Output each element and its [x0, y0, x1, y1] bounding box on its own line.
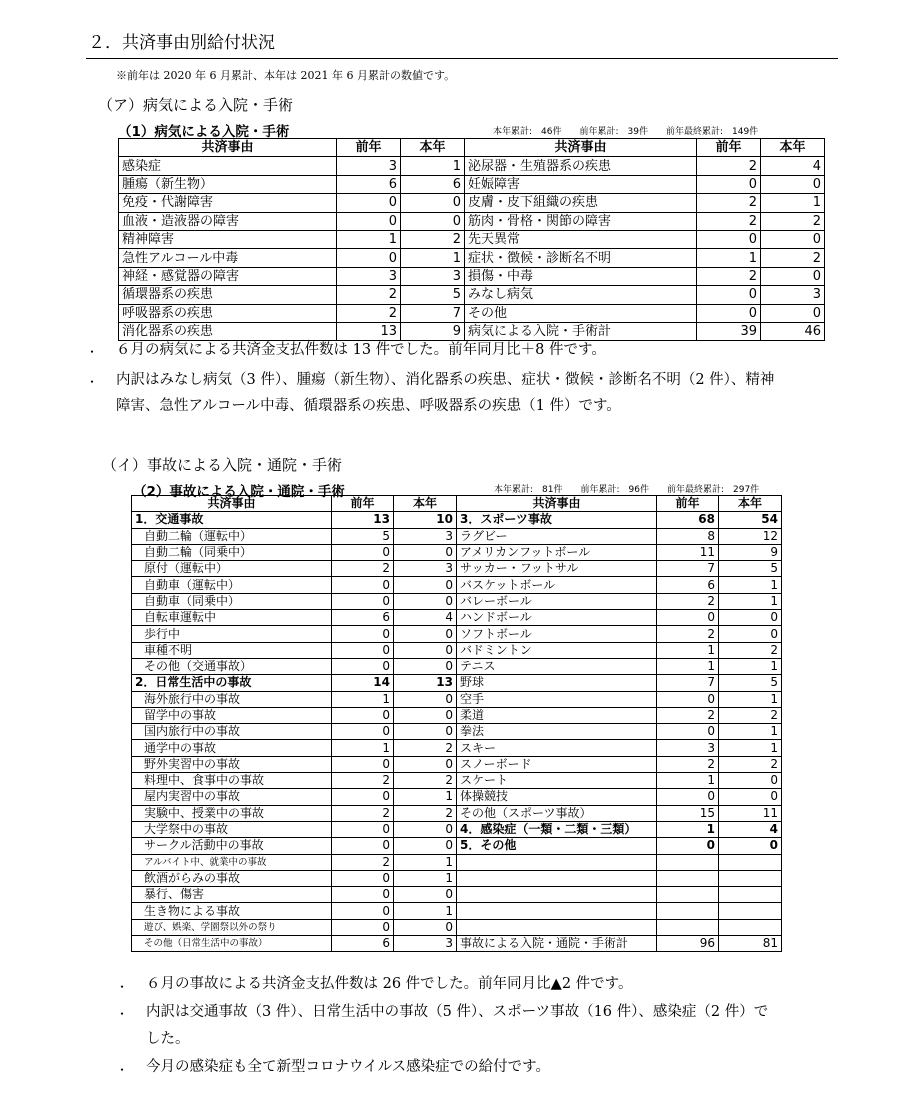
count-cell: 13 — [332, 512, 394, 528]
count-cell: 1 — [697, 249, 761, 267]
accident-breakdown-line1: 内訳は交通事故（3 件）、日常生活中の事故（5 件）、スポーツ事故（16 件）、感染症（2 件）で — [146, 1004, 769, 1020]
reason-cell: その他（日常生活中の事故） — [132, 936, 332, 952]
table-row — [132, 512, 782, 528]
count-cell: 0 — [401, 212, 465, 230]
count-cell — [719, 870, 782, 886]
count-cell — [719, 887, 782, 903]
count-cell: 0 — [332, 789, 394, 805]
reason-cell: その他 — [465, 304, 697, 322]
count-cell: 0 — [761, 304, 825, 322]
reason-cell: 飲酒がらみの事故 — [132, 870, 332, 886]
count-cell: 0 — [332, 593, 394, 609]
accident-breakdown-line2: した。 — [146, 1031, 190, 1047]
count-cell: 2 — [332, 561, 394, 577]
column-header: 前年 — [337, 139, 401, 157]
count-cell: 1 — [761, 194, 825, 212]
count-cell: 0 — [719, 789, 782, 805]
count-cell: 0 — [401, 194, 465, 212]
count-cell: 1 — [401, 249, 465, 267]
table-row — [119, 230, 825, 248]
reason-cell: 精神障害 — [119, 230, 337, 248]
count-cell: 4 — [719, 821, 782, 837]
illness-breakdown-line1: 内訳はみなし病気（3 件）、腫瘍（新生物）、消化器系の疾患、症状・徴候・診断名不明（2 件）、精神 — [116, 372, 775, 388]
count-cell: 1 — [332, 691, 394, 707]
count-cell: 0 — [697, 175, 761, 193]
reason-cell: 歩行中 — [132, 626, 332, 642]
reason-cell: その他（交通事故） — [132, 658, 332, 674]
reason-cell — [457, 854, 657, 870]
column-header: 本年 — [761, 139, 825, 157]
count-cell: 68 — [657, 512, 719, 528]
count-cell: 1 — [394, 870, 457, 886]
bullet-mark: ・ — [116, 1063, 129, 1077]
table-row — [132, 707, 782, 723]
table-row — [132, 838, 782, 854]
table-row — [132, 610, 782, 626]
count-cell: 2 — [697, 267, 761, 285]
count-cell: 0 — [332, 919, 394, 935]
table-row — [132, 789, 782, 805]
count-cell: 2 — [719, 642, 782, 658]
table-row — [132, 919, 782, 935]
reason-cell: 1．交通事故 — [132, 512, 332, 528]
count-cell: 1 — [719, 724, 782, 740]
table-row — [132, 544, 782, 560]
count-cell: 5 — [719, 675, 782, 691]
count-cell: 0 — [394, 691, 457, 707]
count-cell — [719, 854, 782, 870]
reason-cell: 海外旅行中の事故 — [132, 691, 332, 707]
count-cell: 0 — [394, 919, 457, 935]
section-title: ２．共済事由別給付状況 — [88, 33, 275, 53]
reason-cell: 料理中、食事中の事故 — [132, 773, 332, 789]
bullet-mark: ・ — [116, 1007, 129, 1021]
count-cell — [657, 919, 719, 935]
count-cell: 0 — [332, 577, 394, 593]
table-row — [119, 212, 825, 230]
reason-cell: 先天異常 — [465, 230, 697, 248]
count-cell: 0 — [332, 887, 394, 903]
count-cell: 0 — [657, 838, 719, 854]
reason-cell: 遊び、娯楽、学園祭以外の祭り — [132, 919, 332, 935]
reason-cell: みなし病気 — [465, 286, 697, 304]
count-cell: 1 — [332, 740, 394, 756]
section-divider — [86, 58, 838, 59]
table-row — [132, 740, 782, 756]
count-cell: 0 — [332, 658, 394, 674]
reason-cell: 病気による入院・手術計 — [465, 322, 697, 340]
reason-cell: 呼吸器系の疾患 — [119, 304, 337, 322]
count-cell: 4 — [761, 157, 825, 175]
count-cell — [719, 903, 782, 919]
reason-cell: ソフトボール — [457, 626, 657, 642]
reason-cell: 体操競技 — [457, 789, 657, 805]
count-cell: 0 — [332, 642, 394, 658]
reason-cell: 神経・感覚器の障害 — [119, 267, 337, 285]
count-cell: 1 — [719, 593, 782, 609]
count-cell: 0 — [657, 724, 719, 740]
reason-cell: 野球 — [457, 675, 657, 691]
table-header-row — [119, 139, 825, 157]
count-cell: 0 — [719, 838, 782, 854]
table-row — [119, 249, 825, 267]
count-cell: 11 — [719, 805, 782, 821]
count-cell: 1 — [657, 821, 719, 837]
reason-cell: その他（スポーツ事故） — [457, 805, 657, 821]
count-cell: 1 — [394, 854, 457, 870]
count-cell: 0 — [394, 626, 457, 642]
count-cell: 0 — [332, 821, 394, 837]
count-cell: 1 — [719, 691, 782, 707]
count-cell: 0 — [332, 870, 394, 886]
reason-cell: 実験中、授業中の事故 — [132, 805, 332, 821]
table-row — [132, 724, 782, 740]
illness-breakdown-line2: 障害、急性アルコール中毒、循環器系の疾患、呼吸器系の疾患（1 件）です。 — [116, 398, 621, 414]
count-cell: 1 — [657, 642, 719, 658]
count-cell: 2 — [719, 756, 782, 772]
table-row — [119, 194, 825, 212]
reason-cell: 自動車（同乗中） — [132, 593, 332, 609]
count-cell: 0 — [657, 789, 719, 805]
section-a-heading: （ア）病気による入院・手術 — [98, 96, 294, 114]
reason-cell: サークル活動中の事故 — [132, 838, 332, 854]
count-cell: 7 — [657, 675, 719, 691]
count-cell: 2 — [332, 805, 394, 821]
reason-cell — [457, 870, 657, 886]
reason-cell: 損傷・中毒 — [465, 267, 697, 285]
table1-title: （1）病気による入院・手術 — [118, 124, 290, 140]
count-cell: 0 — [337, 249, 401, 267]
reason-cell: 4．感染症（一類・二類・三類） — [457, 821, 657, 837]
reason-cell: 屋内実習中の事故 — [132, 789, 332, 805]
count-cell: 3 — [761, 286, 825, 304]
count-cell: 2 — [657, 626, 719, 642]
count-cell: 13 — [394, 675, 457, 691]
reason-cell: 消化器系の疾患 — [119, 322, 337, 340]
reason-cell: 3．スポーツ事故 — [457, 512, 657, 528]
table-row — [132, 675, 782, 691]
column-header: 本年 — [394, 496, 457, 512]
count-cell: 0 — [332, 838, 394, 854]
reason-cell: バスケットボール — [457, 577, 657, 593]
count-cell: 81 — [719, 936, 782, 952]
count-cell: 0 — [337, 212, 401, 230]
count-cell: 0 — [394, 887, 457, 903]
count-cell — [657, 870, 719, 886]
count-cell: 46 — [761, 322, 825, 340]
count-cell: 3 — [401, 267, 465, 285]
column-header: 前年 — [657, 496, 719, 512]
count-cell: 3 — [394, 936, 457, 952]
table-row — [119, 267, 825, 285]
count-cell: 0 — [332, 756, 394, 772]
reason-cell: 5．その他 — [457, 838, 657, 854]
count-cell: 1 — [401, 157, 465, 175]
count-cell: 0 — [332, 724, 394, 740]
count-cell: 7 — [401, 304, 465, 322]
count-cell: 0 — [394, 642, 457, 658]
count-cell — [657, 903, 719, 919]
reason-cell: 自動二輪（運転中） — [132, 528, 332, 544]
count-cell: 0 — [719, 626, 782, 642]
table-row — [132, 756, 782, 772]
count-cell: 1 — [337, 230, 401, 248]
table-row — [119, 157, 825, 175]
count-cell — [657, 854, 719, 870]
reason-cell: 循環器系の疾患 — [119, 286, 337, 304]
column-header: 本年 — [719, 496, 782, 512]
count-cell: 1 — [657, 658, 719, 674]
reason-cell: 免疫・代謝障害 — [119, 194, 337, 212]
count-cell: 2 — [332, 854, 394, 870]
count-cell: 6 — [401, 175, 465, 193]
table-row — [132, 691, 782, 707]
table-row — [132, 903, 782, 919]
count-cell: 0 — [657, 610, 719, 626]
count-cell: 54 — [719, 512, 782, 528]
count-cell: 2 — [761, 212, 825, 230]
reason-cell: 事故による入院・通院・手術計 — [457, 936, 657, 952]
count-cell: 2 — [657, 707, 719, 723]
count-cell: 6 — [332, 610, 394, 626]
count-cell: 4 — [394, 610, 457, 626]
reason-cell: バレーボール — [457, 593, 657, 609]
reason-cell — [457, 887, 657, 903]
count-cell: 2 — [332, 773, 394, 789]
count-cell: 0 — [719, 610, 782, 626]
table-row — [132, 528, 782, 544]
table-row — [132, 593, 782, 609]
reason-cell: 妊娠障害 — [465, 175, 697, 193]
table-row — [132, 561, 782, 577]
reason-cell: 自動車（運転中） — [132, 577, 332, 593]
infection-note: 今月の感染症も全て新型コロナウイルス感染症での給付です。 — [146, 1059, 550, 1075]
count-cell: 2 — [337, 286, 401, 304]
illness-table — [118, 138, 825, 341]
table-row — [132, 805, 782, 821]
reason-cell: 柔道 — [457, 707, 657, 723]
reason-cell — [457, 919, 657, 935]
count-cell: 1 — [719, 658, 782, 674]
column-header: 本年 — [401, 139, 465, 157]
reason-cell: スケート — [457, 773, 657, 789]
reason-cell: 車種不明 — [132, 642, 332, 658]
reason-cell: ラグビー — [457, 528, 657, 544]
count-cell: 0 — [394, 724, 457, 740]
table-row — [132, 887, 782, 903]
table-row — [119, 286, 825, 304]
count-cell: 0 — [697, 230, 761, 248]
count-cell: 2 — [657, 756, 719, 772]
count-cell: 5 — [719, 561, 782, 577]
count-cell: 0 — [719, 773, 782, 789]
table-row — [132, 936, 782, 952]
table-header-row — [132, 496, 782, 512]
count-cell: 9 — [719, 544, 782, 560]
bullet-mark: ・ — [116, 980, 129, 994]
reason-cell: 拳法 — [457, 724, 657, 740]
bullet-mark: ・ — [86, 375, 99, 389]
count-cell: 11 — [657, 544, 719, 560]
column-header: 前年 — [332, 496, 394, 512]
count-cell: 2 — [697, 212, 761, 230]
count-cell: 6 — [657, 577, 719, 593]
count-cell: 0 — [394, 658, 457, 674]
reason-cell: サッカー・フットサル — [457, 561, 657, 577]
count-cell: 10 — [394, 512, 457, 528]
count-cell: 0 — [394, 838, 457, 854]
count-cell: 0 — [332, 903, 394, 919]
count-cell: 2 — [394, 773, 457, 789]
reason-cell: スキー — [457, 740, 657, 756]
reason-cell: 野外実習中の事故 — [132, 756, 332, 772]
reason-cell: 泌尿器・生殖器系の疾患 — [465, 157, 697, 175]
count-cell: 1 — [657, 773, 719, 789]
count-cell: 1 — [719, 740, 782, 756]
count-cell: 3 — [394, 528, 457, 544]
reason-cell: 国内旅行中の事故 — [132, 724, 332, 740]
column-header: 共済事由 — [132, 496, 332, 512]
count-cell: 15 — [657, 805, 719, 821]
count-cell: 0 — [332, 707, 394, 723]
count-cell: 1 — [394, 789, 457, 805]
count-cell: 0 — [394, 544, 457, 560]
reason-cell: 暴行、傷害 — [132, 887, 332, 903]
count-cell: 1 — [394, 903, 457, 919]
count-cell: 0 — [394, 707, 457, 723]
count-cell: 9 — [401, 322, 465, 340]
reason-cell: 血液・造液器の障害 — [119, 212, 337, 230]
column-header: 共済事由 — [119, 139, 337, 157]
count-cell: 0 — [332, 544, 394, 560]
reason-cell: スノーボード — [457, 756, 657, 772]
count-cell: 0 — [697, 304, 761, 322]
count-cell: 2 — [697, 157, 761, 175]
count-cell: 5 — [332, 528, 394, 544]
reason-cell: バドミントン — [457, 642, 657, 658]
count-cell: 2 — [761, 249, 825, 267]
reason-cell: 自転車運転中 — [132, 610, 332, 626]
accident-table — [131, 495, 782, 952]
count-cell: 3 — [337, 157, 401, 175]
table-row — [119, 304, 825, 322]
count-cell: 2 — [657, 593, 719, 609]
count-cell: 0 — [337, 194, 401, 212]
reason-cell: 感染症 — [119, 157, 337, 175]
count-cell: 0 — [657, 691, 719, 707]
count-cell: 3 — [394, 561, 457, 577]
count-cell: 6 — [337, 175, 401, 193]
count-cell: 0 — [394, 821, 457, 837]
table-row — [132, 642, 782, 658]
count-cell: 2 — [719, 707, 782, 723]
count-cell: 5 — [401, 286, 465, 304]
count-cell — [719, 919, 782, 935]
count-cell: 0 — [761, 175, 825, 193]
reason-cell: 原付（運転中） — [132, 561, 332, 577]
reason-cell: ハンドボール — [457, 610, 657, 626]
count-cell: 0 — [394, 577, 457, 593]
count-cell: 2 — [401, 230, 465, 248]
reason-cell: 留学中の事故 — [132, 707, 332, 723]
count-cell: 13 — [337, 322, 401, 340]
table-row — [119, 175, 825, 193]
reason-cell: テニス — [457, 658, 657, 674]
table-row — [132, 870, 782, 886]
reason-cell: 皮膚・皮下組織の疾患 — [465, 194, 697, 212]
count-cell: 2 — [697, 194, 761, 212]
reason-cell: 2．日常生活中の事故 — [132, 675, 332, 691]
count-cell: 0 — [394, 756, 457, 772]
table2-stats: 本年累計: 81件 前年累計: 96件 前年最終累計: 297件 — [494, 485, 760, 495]
count-cell: 39 — [697, 322, 761, 340]
table2-title: （2）事故による入院・通院・手術 — [133, 484, 345, 500]
count-cell: 0 — [761, 267, 825, 285]
table-row — [132, 658, 782, 674]
bullet-mark: ・ — [86, 345, 99, 359]
reason-cell — [457, 903, 657, 919]
table-row — [132, 821, 782, 837]
count-cell: 3 — [337, 267, 401, 285]
table-row — [132, 626, 782, 642]
count-cell: 6 — [332, 936, 394, 952]
reason-cell: 通学中の事故 — [132, 740, 332, 756]
table-row — [132, 577, 782, 593]
table1-stats: 本年累計: 46件 前年累計: 39件 前年最終累計: 149件 — [493, 127, 759, 137]
reason-cell: 空手 — [457, 691, 657, 707]
count-cell — [657, 887, 719, 903]
reason-cell: アメリカンフットボール — [457, 544, 657, 560]
period-note: ※前年は 2020 年 6 月累計、本年は 2021 年 6 月累計の数値です。 — [116, 69, 456, 82]
count-cell: 0 — [697, 286, 761, 304]
table-row — [132, 773, 782, 789]
section-b-heading: （イ）事故による入院・通院・手術 — [102, 456, 343, 474]
count-cell: 0 — [394, 593, 457, 609]
count-cell: 2 — [394, 805, 457, 821]
count-cell: 96 — [657, 936, 719, 952]
reason-cell: アルバイト中、就業中の事故 — [132, 854, 332, 870]
column-header: 前年 — [697, 139, 761, 157]
reason-cell: 大学祭中の事故 — [132, 821, 332, 837]
table-row — [132, 854, 782, 870]
column-header: 共済事由 — [457, 496, 657, 512]
count-cell: 3 — [657, 740, 719, 756]
count-cell: 12 — [719, 528, 782, 544]
count-cell: 7 — [657, 561, 719, 577]
reason-cell: 症状・徴候・診断名不明 — [465, 249, 697, 267]
count-cell: 8 — [657, 528, 719, 544]
count-cell: 0 — [761, 230, 825, 248]
count-cell: 0 — [332, 626, 394, 642]
accident-summary: ６月の事故による共済金支払件数は 26 件でした。前年同月比▲2 件です。 — [146, 976, 633, 992]
count-cell: 1 — [719, 577, 782, 593]
reason-cell: 腫瘍（新生物） — [119, 175, 337, 193]
reason-cell: 筋肉・骨格・関節の障害 — [465, 212, 697, 230]
column-header: 共済事由 — [465, 139, 697, 157]
reason-cell: 自動二輪（同乗中） — [132, 544, 332, 560]
reason-cell: 生き物による事故 — [132, 903, 332, 919]
count-cell: 2 — [337, 304, 401, 322]
count-cell: 14 — [332, 675, 394, 691]
count-cell: 2 — [394, 740, 457, 756]
illness-summary: ６月の病気による共済金支払件数は 13 件でした。前年同月比＋8 件です。 — [116, 342, 606, 358]
reason-cell: 急性アルコール中毒 — [119, 249, 337, 267]
